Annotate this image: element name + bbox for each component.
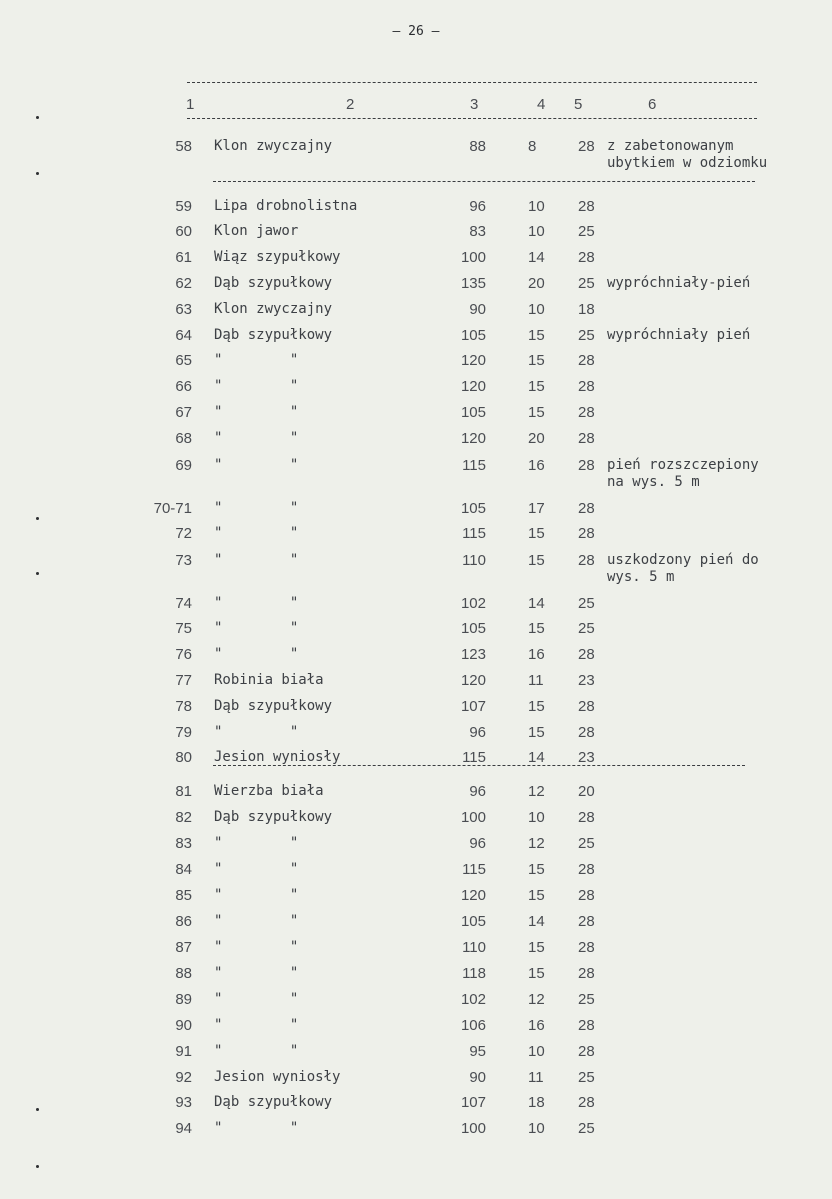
age-value: 20 (578, 783, 595, 800)
row-number: 75 (175, 620, 192, 637)
table-row (0, 1120, 832, 1142)
row-number: 93 (175, 1094, 192, 1111)
table-row (0, 724, 832, 746)
species-name: " " (214, 991, 299, 1007)
table-row (0, 887, 832, 909)
table-row (0, 352, 832, 374)
diameter-value: 14 (528, 249, 545, 266)
column-header-4: 4 (537, 96, 546, 113)
page-number: – 26 – (392, 24, 440, 39)
age-value: 23 (578, 672, 595, 689)
row-number: 79 (175, 724, 192, 741)
height-value: 100 (460, 249, 486, 266)
row-number: 94 (175, 1120, 192, 1137)
row-number: 61 (175, 249, 192, 266)
age-value: 28 (578, 1094, 595, 1111)
remark-text: wypróchniały-pień (607, 275, 751, 291)
age-value: 28 (578, 457, 595, 474)
species-name: Klon zwyczajny (214, 301, 333, 317)
height-value: 100 (460, 809, 486, 826)
table-row (0, 1017, 832, 1039)
row-number: 72 (175, 525, 192, 542)
age-value: 28 (578, 249, 595, 266)
species-name: Dąb szypułkowy (214, 698, 333, 714)
row-number: 92 (175, 1069, 192, 1086)
age-value: 28 (578, 646, 595, 663)
table-row (0, 991, 832, 1013)
row-number: 64 (175, 327, 192, 344)
diameter-value: 15 (528, 352, 545, 369)
table-row (0, 457, 832, 490)
age-value: 28 (578, 1017, 595, 1034)
diameter-value: 15 (528, 965, 545, 982)
table-row (0, 249, 832, 271)
row-number: 68 (175, 430, 192, 447)
diameter-value: 11 (528, 1069, 544, 1086)
height-value: 105 (460, 327, 486, 344)
species-name: " " (214, 500, 299, 516)
row-number: 86 (175, 913, 192, 930)
row-number: 66 (175, 378, 192, 395)
row-number: 76 (175, 646, 192, 663)
species-name: " " (214, 887, 299, 903)
row-number: 65 (175, 352, 192, 369)
table-row (0, 672, 832, 694)
species-name: " " (214, 1043, 299, 1059)
age-value: 25 (578, 1069, 595, 1086)
table-row (0, 430, 832, 452)
age-value: 18 (578, 301, 595, 318)
row-number: 58 (175, 138, 192, 155)
row-number: 85 (175, 887, 192, 904)
row-number: 67 (175, 404, 192, 421)
age-value: 28 (578, 965, 595, 982)
table-row (0, 835, 832, 857)
age-value: 28 (578, 1043, 595, 1060)
diameter-value: 15 (528, 724, 545, 741)
diameter-value: 10 (528, 809, 545, 826)
height-value: 90 (469, 301, 486, 318)
row-number: 83 (175, 835, 192, 852)
age-value: 28 (578, 525, 595, 542)
margin-mark (36, 116, 39, 119)
column-header-3: 3 (470, 96, 479, 113)
row-number: 91 (175, 1043, 192, 1060)
diameter-value: 18 (528, 1094, 545, 1111)
height-value: 96 (469, 783, 486, 800)
age-value: 28 (578, 430, 595, 447)
height-value: 115 (462, 457, 486, 474)
diameter-value: 12 (528, 783, 545, 800)
diameter-value: 10 (528, 223, 545, 240)
age-value: 28 (578, 352, 595, 369)
remark-text: uszkodzony pień do wys. 5 m (607, 552, 759, 585)
remark-text: pień rozszczepiony na wys. 5 m (607, 457, 759, 490)
species-name: Robinia biała (214, 672, 324, 688)
table-row (0, 965, 832, 987)
species-name: " " (214, 1017, 299, 1033)
species-name: " " (214, 1120, 299, 1136)
diameter-value: 10 (528, 1120, 545, 1137)
age-value: 25 (578, 595, 595, 612)
height-value: 115 (462, 525, 486, 542)
species-name: " " (214, 939, 299, 955)
diameter-value: 12 (528, 835, 545, 852)
species-name: Dąb szypułkowy (214, 275, 333, 291)
age-value: 25 (578, 327, 595, 344)
table-row (0, 698, 832, 720)
height-value: 105 (460, 620, 486, 637)
row-number: 87 (175, 939, 192, 956)
age-value: 28 (578, 939, 595, 956)
row-number: 80 (175, 749, 192, 766)
height-value: 107 (460, 698, 486, 715)
row-number: 89 (175, 991, 192, 1008)
species-name: Klon jawor (214, 223, 299, 239)
table-row (0, 1043, 832, 1065)
height-value: 118 (462, 965, 486, 982)
table-row (0, 749, 832, 771)
table-row (0, 939, 832, 961)
age-value: 25 (578, 991, 595, 1008)
height-value: 120 (460, 672, 486, 689)
row-number: 77 (175, 672, 192, 689)
height-value: 106 (460, 1017, 486, 1034)
diameter-value: 15 (528, 861, 545, 878)
table-row (0, 620, 832, 642)
table-top-rule (187, 82, 757, 83)
species-name: " " (214, 913, 299, 929)
diameter-value: 16 (528, 646, 545, 663)
species-name: Jesion wyniosły (214, 1069, 341, 1085)
species-name: " " (214, 861, 299, 877)
height-value: 88 (469, 138, 486, 155)
remark-text: z zabetonowanym ubytkiem w odziomku (607, 138, 768, 171)
table-row (0, 525, 832, 547)
age-value: 28 (578, 698, 595, 715)
diameter-value: 8 (528, 138, 537, 155)
height-value: 90 (469, 1069, 486, 1086)
row-number: 70-71 (153, 500, 192, 517)
species-name: Dąb szypułkowy (214, 327, 333, 343)
species-name: " " (214, 430, 299, 446)
diameter-value: 16 (528, 457, 545, 474)
height-value: 95 (469, 1043, 486, 1060)
diameter-value: 15 (528, 378, 545, 395)
height-value: 100 (460, 1120, 486, 1137)
table-row (0, 301, 832, 323)
row-number: 88 (175, 965, 192, 982)
section-rule (213, 181, 755, 182)
species-name: Wierzba biała (214, 783, 324, 799)
height-value: 105 (460, 500, 486, 517)
species-name: " " (214, 404, 299, 420)
age-value: 23 (578, 749, 595, 766)
age-value: 25 (578, 223, 595, 240)
row-number: 78 (175, 698, 192, 715)
species-name: " " (214, 552, 299, 568)
diameter-value: 15 (528, 887, 545, 904)
species-name: " " (214, 352, 299, 368)
height-value: 115 (462, 861, 486, 878)
height-value: 120 (460, 352, 486, 369)
row-number: 81 (175, 783, 192, 800)
age-value: 25 (578, 1120, 595, 1137)
column-header-6: 6 (648, 96, 657, 113)
margin-mark (36, 1108, 39, 1111)
table-row (0, 783, 832, 805)
species-name: " " (214, 378, 299, 394)
row-number: 82 (175, 809, 192, 826)
row-number: 63 (175, 301, 192, 318)
table-row (0, 500, 832, 522)
species-name: " " (214, 835, 299, 851)
height-value: 96 (469, 198, 486, 215)
height-value: 115 (462, 749, 486, 766)
height-value: 120 (460, 430, 486, 447)
row-number: 60 (175, 223, 192, 240)
diameter-value: 11 (528, 672, 544, 689)
table-row (0, 404, 832, 426)
table-row (0, 861, 832, 883)
table-row (0, 327, 832, 349)
age-value: 28 (578, 552, 595, 569)
height-value: 102 (460, 595, 486, 612)
table-row (0, 552, 832, 585)
height-value: 96 (469, 724, 486, 741)
age-value: 28 (578, 887, 595, 904)
column-header-2: 2 (346, 96, 355, 113)
diameter-value: 14 (528, 595, 545, 612)
height-value: 120 (460, 378, 486, 395)
species-name: " " (214, 724, 299, 740)
age-value: 28 (578, 913, 595, 930)
diameter-value: 17 (528, 500, 545, 517)
table-row (0, 198, 832, 220)
height-value: 96 (469, 835, 486, 852)
height-value: 110 (462, 552, 486, 569)
diameter-value: 16 (528, 1017, 545, 1034)
height-value: 107 (460, 1094, 486, 1111)
diameter-value: 10 (528, 301, 545, 318)
row-number: 90 (175, 1017, 192, 1034)
height-value: 110 (462, 939, 486, 956)
margin-mark (36, 172, 39, 175)
species-name: " " (214, 525, 299, 541)
age-value: 25 (578, 620, 595, 637)
species-name: Dąb szypułkowy (214, 809, 333, 825)
table-row (0, 1094, 832, 1116)
remark-text: wypróchniały pień (607, 327, 751, 343)
diameter-value: 15 (528, 939, 545, 956)
table-row (0, 809, 832, 831)
table-row (0, 275, 832, 297)
age-value: 28 (578, 378, 595, 395)
height-value: 123 (460, 646, 486, 663)
age-value: 28 (578, 138, 595, 155)
species-name: " " (214, 457, 299, 473)
diameter-value: 15 (528, 327, 545, 344)
diameter-value: 10 (528, 1043, 545, 1060)
age-value: 25 (578, 835, 595, 852)
table-row (0, 138, 832, 171)
row-number: 74 (175, 595, 192, 612)
age-value: 28 (578, 404, 595, 421)
table-row (0, 223, 832, 245)
table-row (0, 1069, 832, 1091)
age-value: 28 (578, 861, 595, 878)
table-row (0, 646, 832, 668)
margin-mark (36, 1165, 39, 1168)
column-header-1: 1 (186, 96, 195, 113)
height-value: 120 (460, 887, 486, 904)
species-name: " " (214, 646, 299, 662)
diameter-value: 15 (528, 404, 545, 421)
table-row (0, 378, 832, 400)
diameter-value: 20 (528, 430, 545, 447)
diameter-value: 15 (528, 620, 545, 637)
height-value: 83 (469, 223, 486, 240)
diameter-value: 15 (528, 525, 545, 542)
age-value: 28 (578, 500, 595, 517)
age-value: 28 (578, 198, 595, 215)
species-name: " " (214, 620, 299, 636)
diameter-value: 20 (528, 275, 545, 292)
margin-mark (36, 517, 39, 520)
table-row (0, 595, 832, 617)
species-name: " " (214, 965, 299, 981)
age-value: 25 (578, 275, 595, 292)
age-value: 28 (578, 724, 595, 741)
margin-mark (36, 572, 39, 575)
diameter-value: 15 (528, 552, 545, 569)
row-number: 73 (175, 552, 192, 569)
height-value: 105 (460, 404, 486, 421)
height-value: 105 (460, 913, 486, 930)
species-name: Dąb szypułkowy (214, 1094, 333, 1110)
age-value: 28 (578, 809, 595, 826)
row-number: 84 (175, 861, 192, 878)
species-name: Jesion wyniosły (214, 749, 341, 765)
species-name: Wiąz szypułkowy (214, 249, 341, 265)
row-number: 69 (175, 457, 192, 474)
species-name: Klon zwyczajny (214, 138, 333, 154)
diameter-value: 15 (528, 698, 545, 715)
diameter-value: 14 (528, 913, 545, 930)
header-bottom-rule (187, 118, 757, 119)
row-number: 59 (175, 198, 192, 215)
table-row (0, 913, 832, 935)
height-value: 135 (460, 275, 486, 292)
diameter-value: 12 (528, 991, 545, 1008)
row-number: 62 (175, 275, 192, 292)
column-header-5: 5 (574, 96, 583, 113)
species-name: Lipa drobnolistna (214, 198, 358, 214)
height-value: 102 (460, 991, 486, 1008)
species-name: " " (214, 595, 299, 611)
diameter-value: 10 (528, 198, 545, 215)
diameter-value: 14 (528, 749, 545, 766)
